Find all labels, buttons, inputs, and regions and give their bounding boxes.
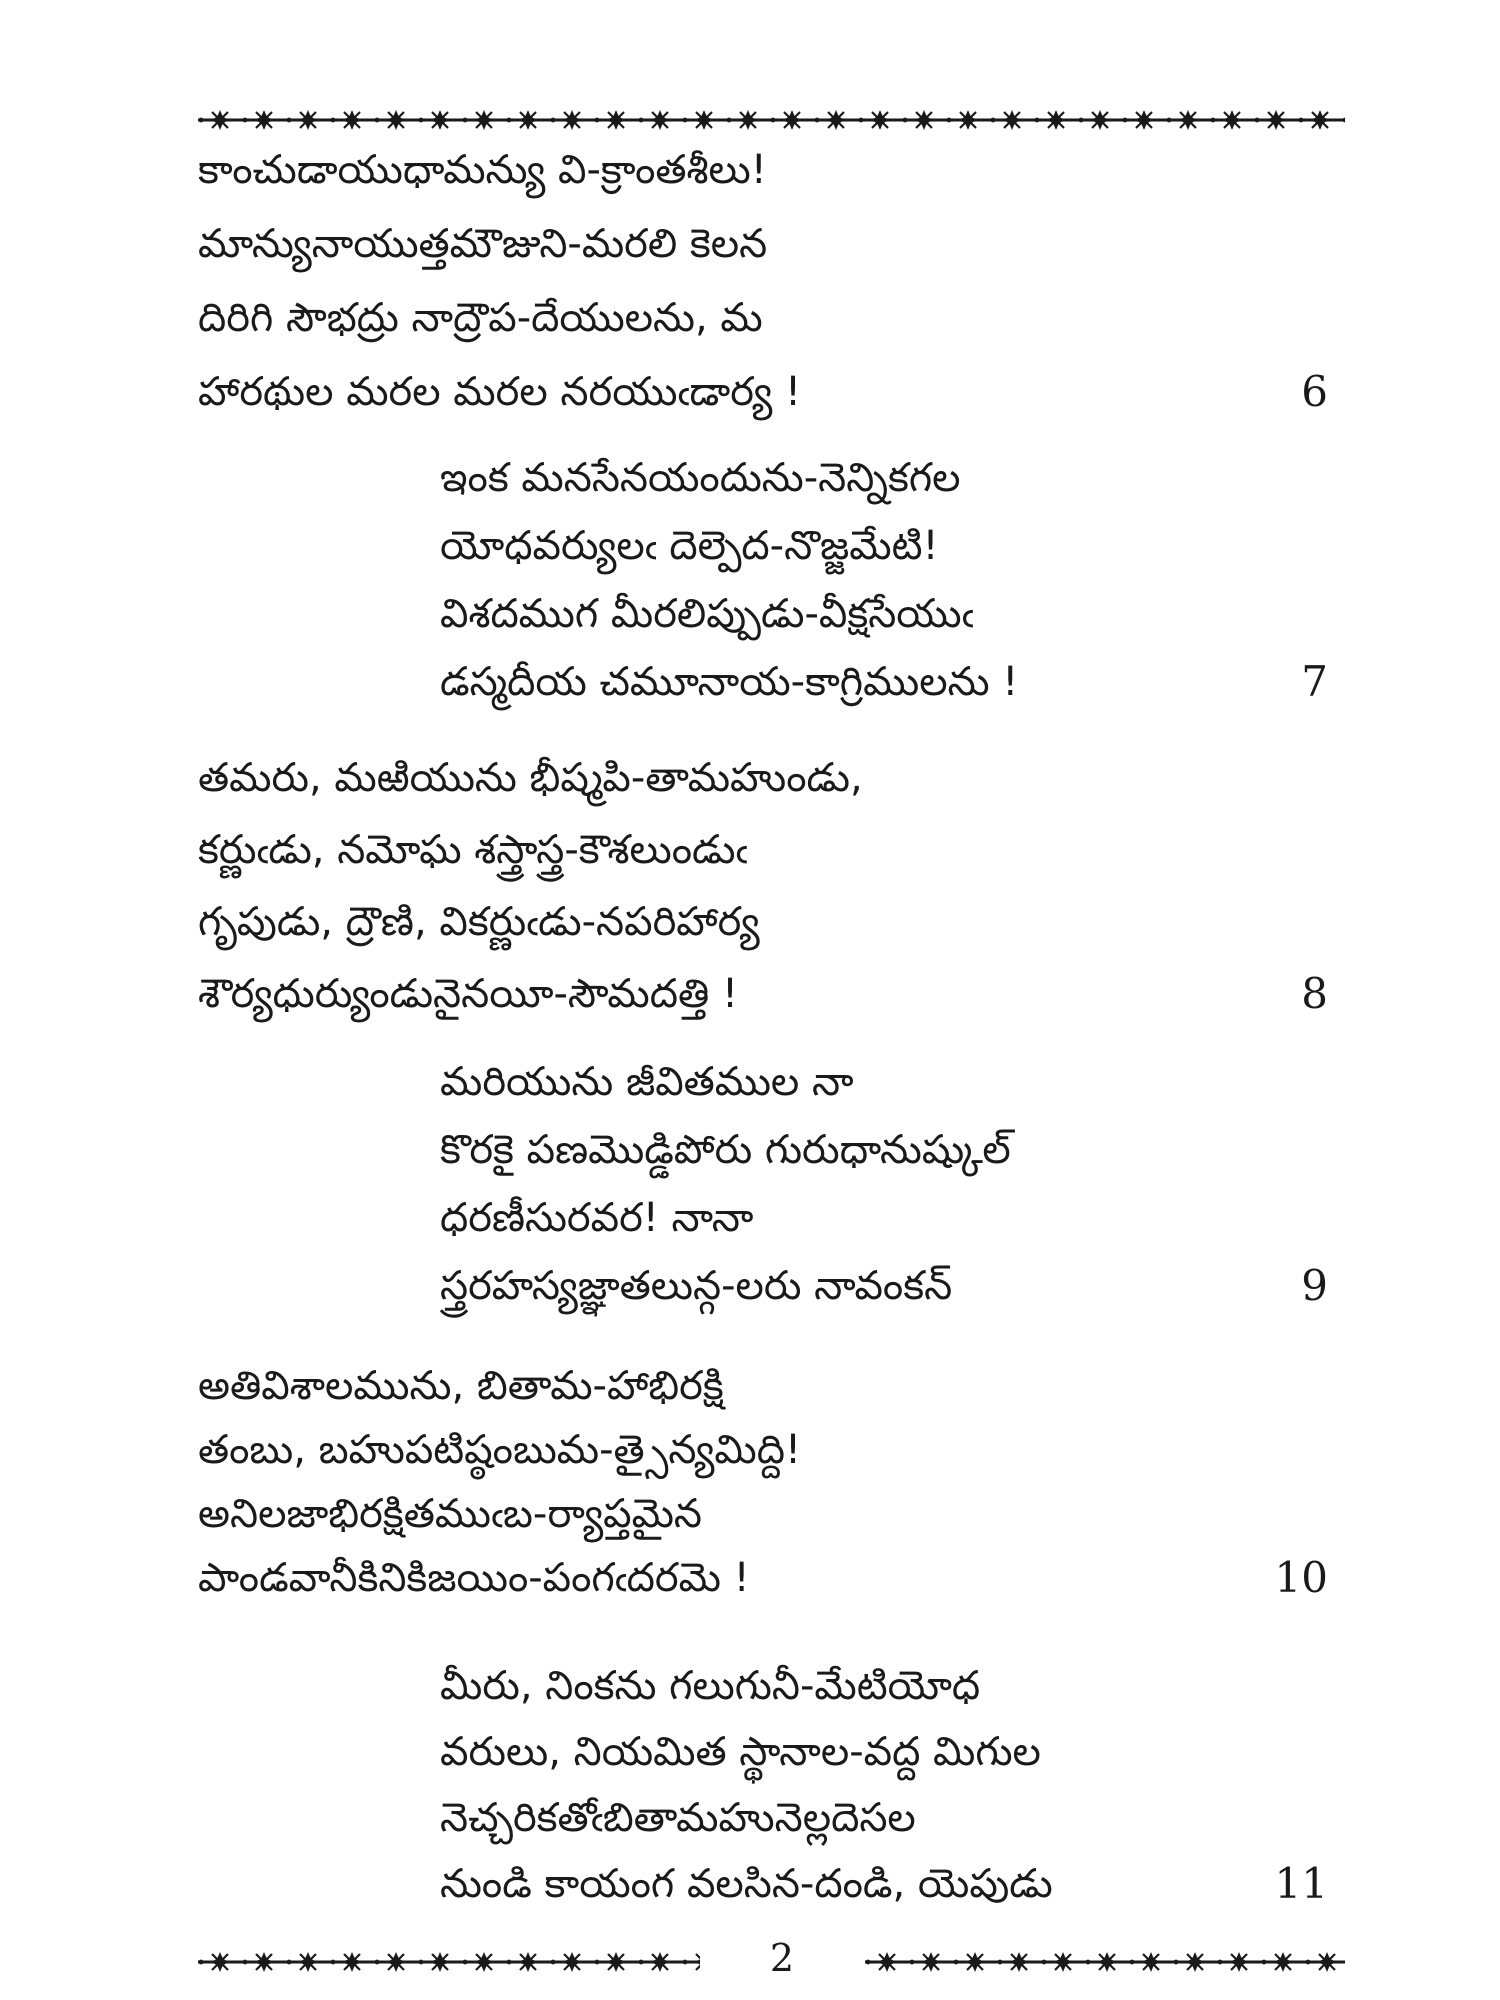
- verse-line: మాన్యునాయుత్తమౌజుని-మరలి కెలన: [198, 221, 768, 267]
- page-number: 2: [769, 1936, 795, 1980]
- verse-line: నుండి కాయంగ వలసిన-దండి, యెపుడు: [440, 1861, 1053, 1907]
- bottom-right-ornamental-border: [865, 1950, 1345, 1974]
- verse-line: పాండవానీకినికిజయిం-పంగఁదరమె !: [198, 1555, 750, 1601]
- ornament-pattern-top: [198, 108, 1345, 132]
- verse-line: కాంచుడాయుధామన్యు వి-క్రాంతశీలు!: [198, 147, 767, 193]
- verse-line: డస్మదీయ చమూనాయ-కాగ్రిములను !: [440, 659, 1019, 705]
- verse-line: ధరణీసురవర! నానా: [440, 1195, 754, 1241]
- verse-line: కర్ణుఁడు, నమోఘ శస్త్రాస్త్ర-కౌశలుండుఁ: [198, 827, 748, 873]
- ornament-pattern-bottom-right: [865, 1950, 1345, 1974]
- verse-number: 8: [1301, 969, 1328, 1018]
- verse-line: మీరు, నింకను గలుగునీ-మేటియోధ: [440, 1663, 981, 1709]
- verse-line: అతివిశాలమును, బితామ-హాభిరక్షి: [198, 1363, 724, 1409]
- verse-line: అనిలజాభిరక్షితముఁబ-ర్యాప్తమైన: [198, 1491, 702, 1537]
- verse-line: ఇంక మనసేనయందును-నెన్నికగల: [440, 455, 961, 501]
- verse-line: వరులు, నియమిత స్థానాల-వద్ద మిగుల: [440, 1729, 1041, 1775]
- verse-line: దిరిగి సౌభద్రు నాద్రౌప-దేయులను, మ: [198, 295, 763, 341]
- top-ornamental-border: [198, 108, 1345, 132]
- verse-line: మరియును జీవితముల నా: [440, 1059, 854, 1105]
- verse-line: తమరు, మఱియును భీష్మపి-తామహుండు,: [198, 755, 863, 801]
- verse-line: కొరకై పణమొడ్డిపోరు గురుధానుష్కుల్: [440, 1127, 1011, 1173]
- verse-number: 9: [1301, 1261, 1328, 1310]
- verse-line: విశదముగ మీరలిప్పుడు-వీక్షసేయుఁ: [440, 591, 974, 637]
- bottom-left-ornamental-border: [198, 1950, 700, 1974]
- verse-line: స్త్రరహస్యజ్ఞాతలున్గ-లరు నావంకన్: [440, 1263, 953, 1309]
- verse-line: తంబు, బహుపటిష్ఠంబుమ-త్సైన్యమిద్ది!: [198, 1427, 801, 1473]
- verse-number: 6: [1301, 367, 1328, 416]
- verse-number: 7: [1301, 657, 1328, 706]
- verse-number: 11: [1274, 1859, 1328, 1908]
- verse-number: 10: [1274, 1553, 1328, 1602]
- verse-line: గృపుడు, ద్రౌణి, వికర్ణుఁడు-నపరిహార్య: [198, 899, 760, 945]
- verse-line: యోధవర్యులఁ దెల్పెద-నొజ్జమేటి!: [440, 523, 939, 569]
- verse-line: శౌర్యధుర్యుండునైనయీ-సౌమదత్తి !: [198, 971, 738, 1017]
- verse-line: నెచ్చరికతోఁబితామహునెల్లదెసల: [440, 1795, 916, 1841]
- ornament-pattern-bottom-left: [198, 1950, 700, 1974]
- verse-line: హారథుల మరల మరల నరయుఁడార్య !: [198, 369, 802, 415]
